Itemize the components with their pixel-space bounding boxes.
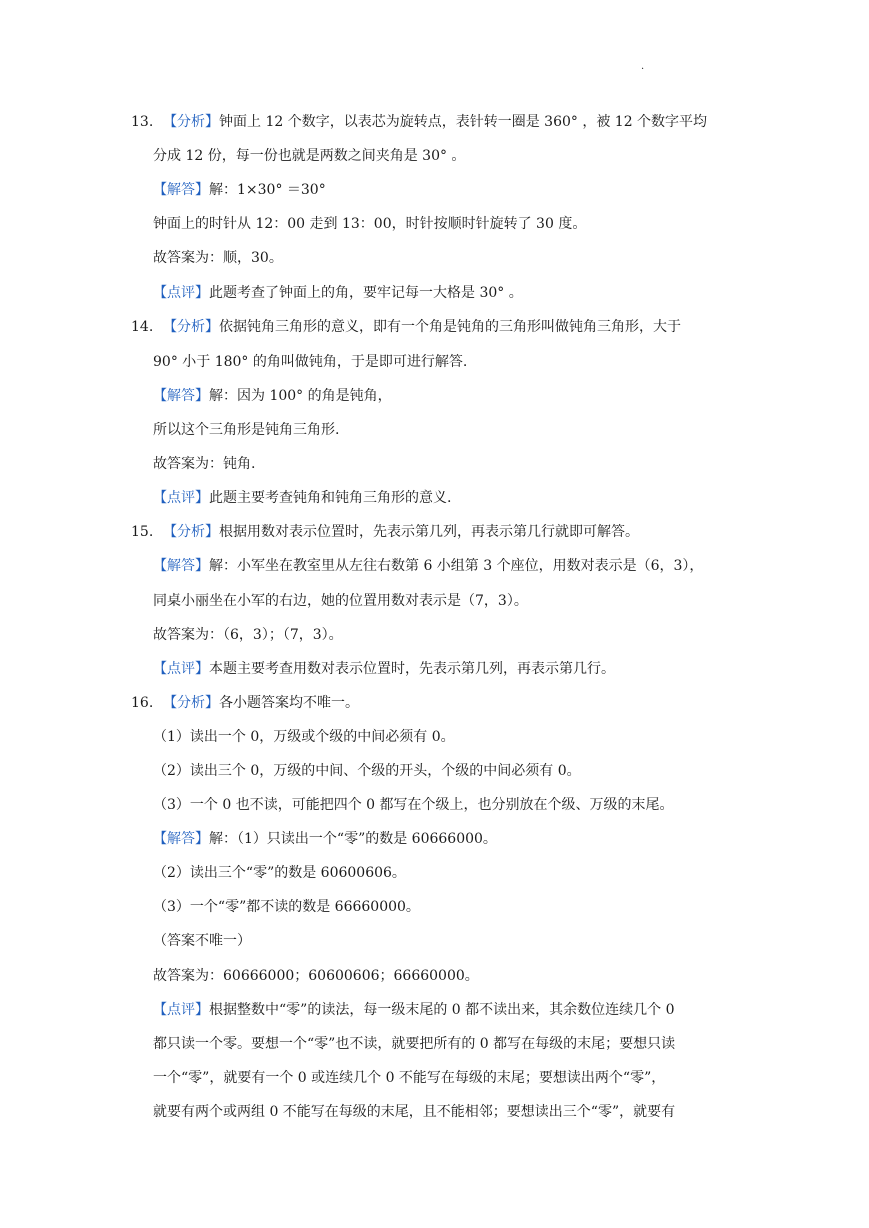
line-text: 各小题答案均不唯一。: [219, 695, 359, 711]
text-line: [153, 488, 451, 508]
text-line: [153, 146, 465, 166]
section-tag: 【点评】: [153, 1002, 209, 1018]
section-tag: 【分析】: [163, 114, 219, 130]
line-text: 钟面上 12 个数字，以表芯为旋转点，表针转一圈是 360° ，被 12 个数字平均: [219, 114, 708, 130]
text-line: [153, 1102, 675, 1122]
text-line: [153, 556, 703, 576]
question-number: 14.: [131, 319, 154, 335]
line-text: 所以这个三角形是钝角三角形.: [153, 422, 340, 438]
section-tag: 【解答】: [153, 831, 209, 847]
text-line: [153, 795, 674, 815]
line-text: 本题主要考查用数对表示位置时，先表示第几列，再表示第几行。: [209, 661, 615, 677]
text-line: [153, 761, 581, 781]
text-line: [153, 1000, 674, 1020]
text-line: [153, 248, 283, 268]
line-text: 故答案为：60666000；60600606；66660000。: [153, 968, 479, 984]
text-line: [131, 112, 707, 132]
section-tag: 【解答】: [153, 182, 209, 198]
line-text: 故答案为：（6，3）；（7，3）。: [153, 627, 343, 643]
line-text: 90° 小于 180° 的角叫做钝角，于是即可进行解答.: [153, 354, 468, 370]
text-line: [153, 966, 479, 986]
line-text: 根据整数中“零”的读法，每一级末尾的 0 都不读出来，其余数位连续几个 0: [209, 1002, 675, 1018]
text-line: [153, 591, 528, 611]
section-tag: 【解答】: [153, 558, 209, 574]
line-text: 故答案为：钝角.: [153, 456, 256, 472]
section-tag: 【解答】: [153, 388, 209, 404]
text-line: [153, 214, 586, 234]
line-text: 此题主要考查钝角和钝角三角形的意义.: [209, 490, 452, 506]
line-text: （2）读出三个“零”的数是 60600606。: [153, 865, 406, 881]
line-text: 解：因为 100° 的角是钝角，: [209, 388, 392, 404]
page-corner-mark: ·: [641, 64, 645, 75]
line-text: 解：1×30° ＝30°: [209, 182, 326, 198]
text-line: [153, 180, 326, 200]
line-text: 一个“零”，就要有一个 0 或连续几个 0 不能写在每级的末尾；要想读出两个“零”，: [153, 1070, 666, 1086]
line-text: 就要有两个或两组 0 不能写在每级的末尾，且不能相邻；要想读出三个“零”，就要有: [153, 1104, 676, 1120]
line-text: （1）读出一个 0，万级或个级的中间必须有 0。: [153, 729, 455, 745]
text-line: [153, 625, 343, 645]
section-tag: 【点评】: [153, 490, 209, 506]
text-line: [153, 386, 392, 406]
line-text: （3）一个 0 也不读，可能把四个 0 都写在个级上，也分别放在个级、万级的末尾。: [153, 797, 674, 813]
text-line: [153, 659, 615, 679]
text-line: [153, 931, 251, 951]
line-text: （答案不唯一）: [153, 933, 251, 949]
line-text: 根据用数对表示位置时，先表示第几列，再表示第几行就即可解答。: [219, 524, 639, 540]
text-line: [131, 317, 681, 337]
question-number: 15.: [131, 524, 154, 540]
line-text: （3）一个“零”都不读的数是 66660000。: [153, 899, 420, 915]
line-text: （2）读出三个 0，万级的中间、个级的开头，个级的中间必须有 0。: [153, 763, 581, 779]
line-text: 此题考查了钟面上的角，要牢记每一大格是 30° 。: [209, 285, 523, 301]
line-text: 分成 12 份，每一份也就是两数之间夹角是 30° 。: [153, 148, 466, 164]
text-line: [153, 897, 420, 917]
section-tag: 【分析】: [163, 695, 219, 711]
text-line: [153, 829, 497, 849]
section-tag: 【分析】: [163, 319, 219, 335]
section-tag: 【分析】: [163, 524, 219, 540]
line-text: 解：小军坐在教室里从左往右数第 6 小组第 3 个座位，用数对表示是（6，3），: [209, 558, 704, 574]
line-text: 依据钝角三角形的意义，即有一个角是钝角的三角形叫做钝角三角形，大于: [219, 319, 681, 335]
text-line: [153, 420, 339, 440]
text-line: [153, 727, 455, 747]
text-line: [153, 863, 406, 883]
line-text: 解：（1）只读出一个“零”的数是 60666000。: [209, 831, 497, 847]
text-line: [153, 352, 467, 372]
text-line: [131, 522, 639, 542]
text-line: [153, 454, 255, 474]
text-line: [153, 1034, 675, 1054]
text-line: [131, 693, 359, 713]
line-text: 故答案为：顺，30。: [153, 250, 283, 266]
line-text: 都只读一个零。要想一个“零”也不读，就要把所有的 0 都写在每级的末尾；要想只读: [153, 1036, 676, 1052]
text-line: [153, 1068, 665, 1088]
section-tag: 【点评】: [153, 661, 209, 677]
line-text: 同桌小丽坐在小军的右边，她的位置用数对表示是（7，3）。: [153, 593, 528, 609]
section-tag: 【点评】: [153, 285, 209, 301]
text-line: [153, 283, 523, 303]
question-number: 13.: [131, 114, 154, 130]
line-text: 钟面上的时针从 12：00 走到 13：00，时针按顺时针旋转了 30 度。: [153, 216, 587, 232]
question-number: 16.: [131, 695, 154, 711]
